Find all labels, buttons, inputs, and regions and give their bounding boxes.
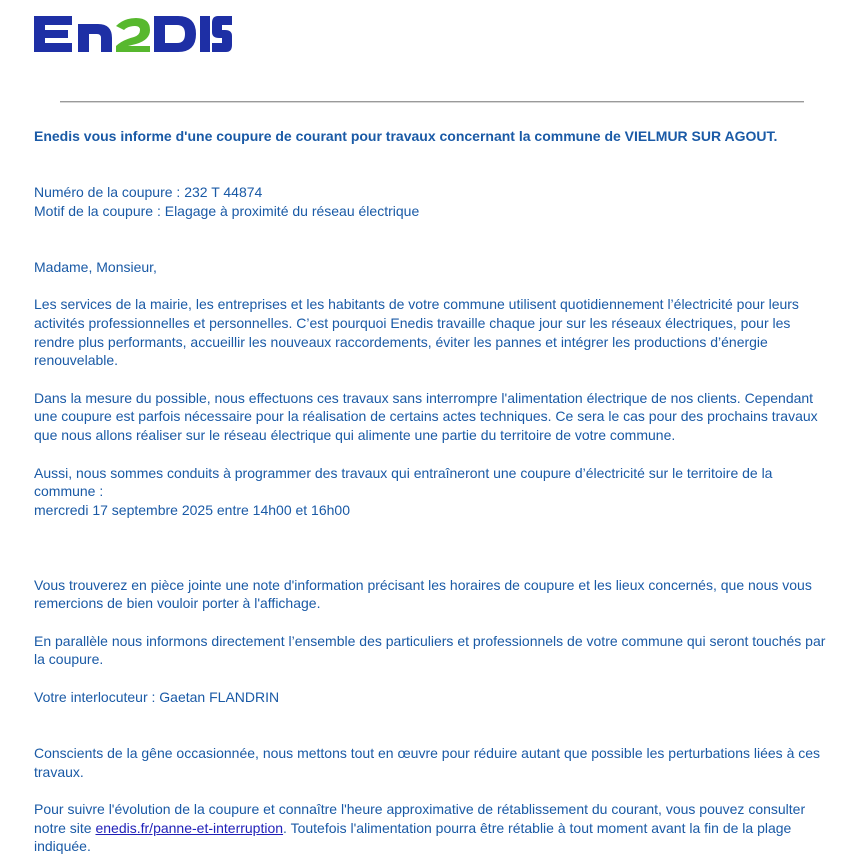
- schedule-date: mercredi 17 septembre 2025 entre 14h00 et 16h00: [34, 501, 350, 518]
- follow-text-before: Pour suivre l'évolution de la coupure et connaître l'heure approximative de rétablissement du courant, vous pouvez consulter notre site: [34, 801, 806, 836]
- follow-text-after: . Toutefois l'alimentation pourra être rétablie à tout moment avant la fin de la plage indiquée.: [34, 819, 792, 855]
- panne-interruption-link[interactable]: enedis.fr/panne-et-interruption: [95, 819, 284, 836]
- cut-reason: Motif de la coupure : Elagage à proximité du réseau électrique: [34, 202, 420, 219]
- headline: Enedis vous informe d'une coupure de courant pour travaux concernant la commune de VIELMUR SUR AGOUT.: [34, 128, 778, 144]
- paragraph-follow: [34, 800, 834, 856]
- paragraph-works: Dans la mesure du possible, nous effectuons ces travaux sans interrompre l'alimentation électrique de nos clients. Cependant une coupure est parfois nécessaire pour la réalisation de certains actes techniques. Ce sera le cas pour des prochains travaux que nous allons réaliser sur le réseau électrique qui alimente une partie du territoire de votre commune.: [34, 389, 818, 444]
- paragraph-parallel: En parallèle nous informons directement l’ensemble des particuliers et professionnels de votre commune qui seront touchés par la coupure.: [34, 632, 826, 668]
- email-body: [34, 127, 834, 856]
- cut-number: Numéro de la coupure : 232 T 44874: [34, 184, 263, 201]
- enedis-logo: [32, 10, 232, 58]
- paragraph-attachment: Vous trouverez en pièce jointe une note d'information précisant les horaires de coupure et les lieux concernés, que nous vous remercions de bien vouloir porter à l'affichage.: [34, 576, 812, 612]
- paragraph-schedule: Aussi, nous sommes conduits à programmer des travaux qui entraîneront une coupure d’électricité sur le territoire de la commune :: [34, 464, 773, 500]
- paragraph-intro: Les services de la mairie, les entreprises et les habitants de votre commune utilisent quotidiennement l’électricité pour leurs activités professionnelles et personnelles. C’est pourquoi Enedis travaille chaque jour sur les réseaux électriques, pour les rendre plus performants, accueillir les nouveaux raccordements, éviter les pannes et intégrer les productions d’énergie renouvelable.: [34, 296, 799, 369]
- contact-line: Votre interlocuteur : Gaetan FLANDRIN: [34, 688, 280, 705]
- greeting: Madame, Monsieur,: [34, 258, 157, 275]
- paragraph-apology: Conscients de la gêne occasionnée, nous mettons tout en œuvre pour réduire autant que possible les perturbations liées à ces travaux.: [34, 744, 821, 780]
- header-separator: [60, 101, 804, 103]
